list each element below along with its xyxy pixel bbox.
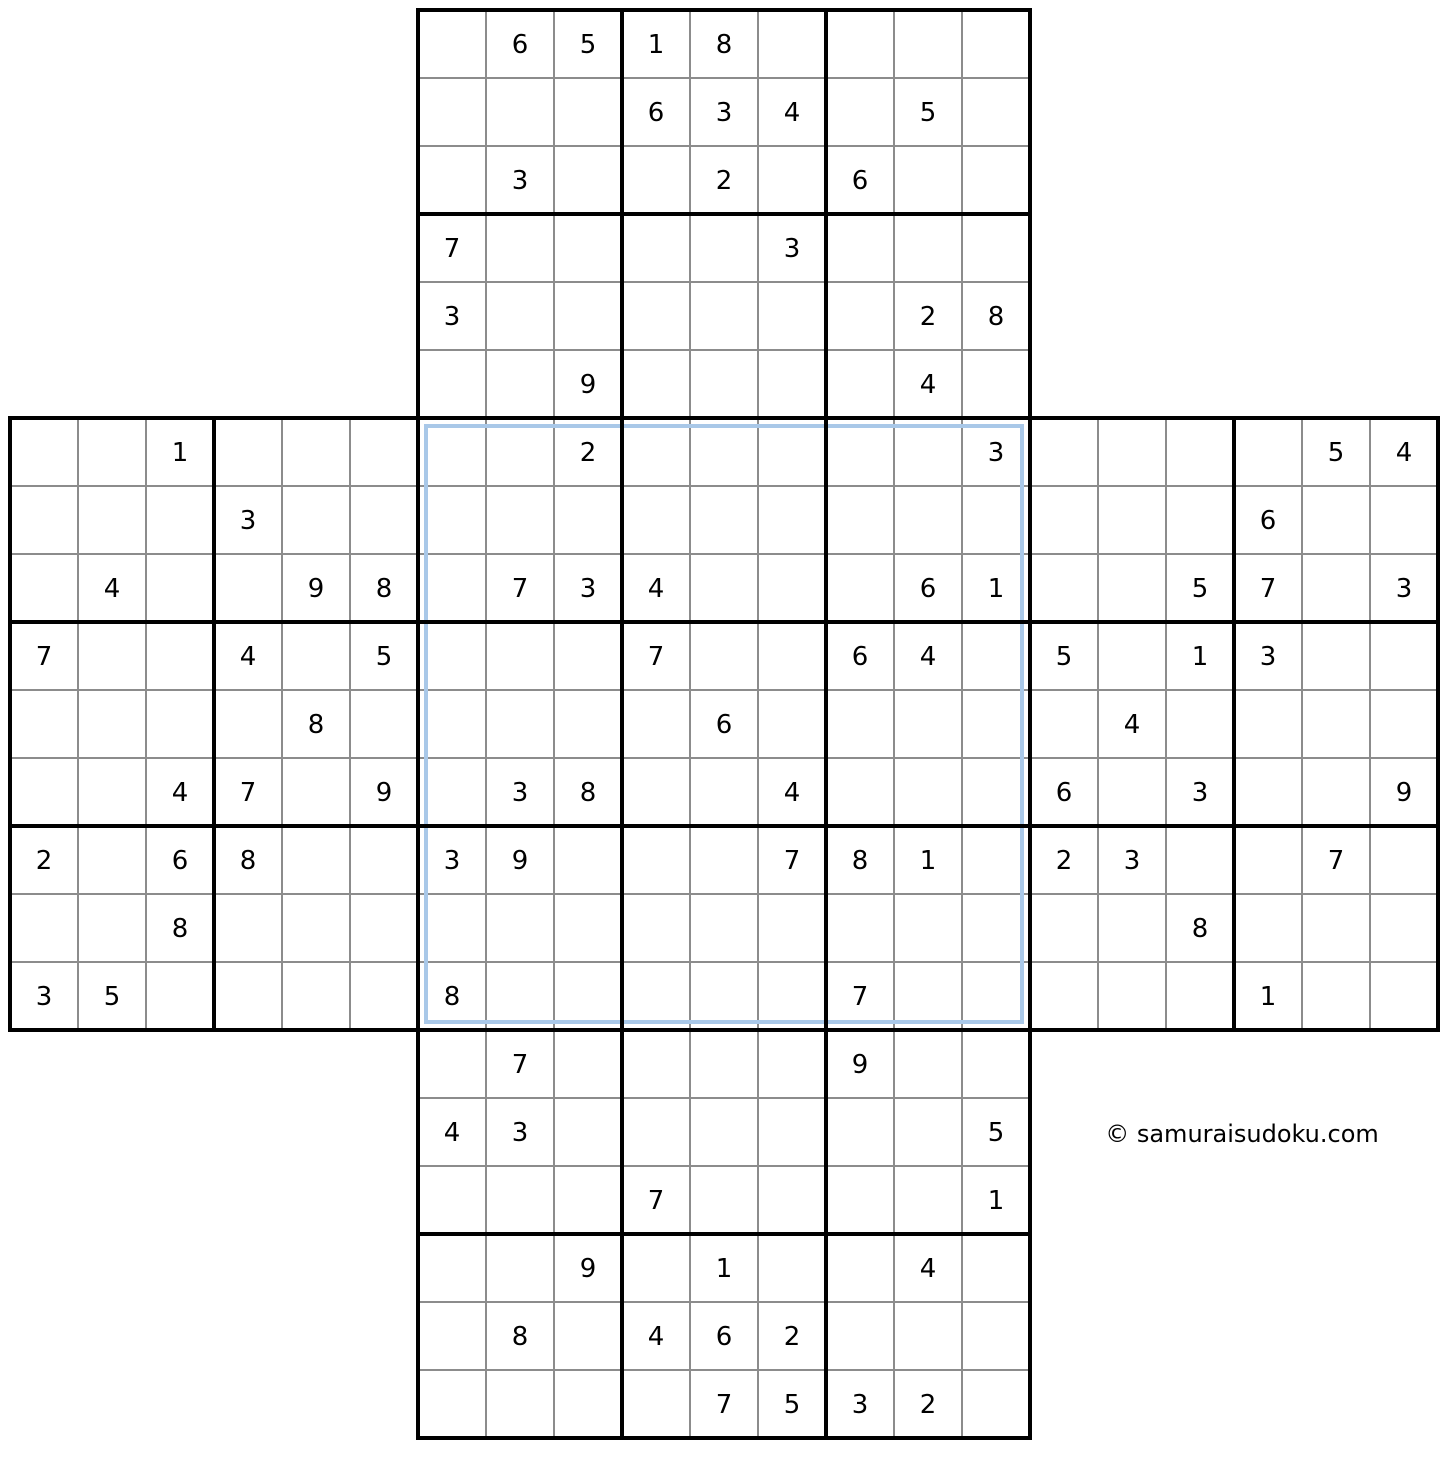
sudoku-cell[interactable] — [78, 418, 146, 486]
sudoku-cell[interactable] — [214, 690, 282, 758]
given-digit: 3 — [579, 574, 597, 604]
sudoku-cell[interactable] — [690, 214, 758, 282]
sudoku-cell[interactable] — [418, 894, 486, 962]
sudoku-cell[interactable] — [622, 418, 690, 486]
sudoku-cell[interactable] — [622, 826, 690, 894]
sudoku-cell[interactable] — [350, 894, 418, 962]
sudoku-cell[interactable] — [486, 690, 554, 758]
sudoku-cell[interactable] — [1234, 690, 1302, 758]
given-digit: 6 — [171, 846, 189, 876]
sudoku-cell[interactable] — [622, 1370, 690, 1438]
given-digit: 3 — [1395, 574, 1413, 604]
sudoku-cell[interactable] — [894, 1098, 962, 1166]
given-digit: 5 — [1191, 574, 1209, 604]
given-digit: 4 — [919, 1254, 937, 1284]
sudoku-cell[interactable] — [282, 894, 350, 962]
sudoku-cell[interactable] — [1098, 554, 1166, 622]
sudoku-cell[interactable] — [486, 418, 554, 486]
sudoku-cell[interactable] — [282, 486, 350, 554]
given-digit: 1 — [987, 574, 1005, 604]
given-digit: 4 — [919, 642, 937, 672]
sudoku-cell[interactable] — [758, 1166, 826, 1234]
sudoku-cell[interactable] — [894, 758, 962, 826]
sudoku-cell[interactable] — [282, 418, 350, 486]
sudoku-cell[interactable] — [554, 962, 622, 1030]
sudoku-cell[interactable] — [486, 1166, 554, 1234]
sudoku-cell[interactable] — [962, 826, 1030, 894]
sudoku-cell[interactable] — [962, 1370, 1030, 1438]
sudoku-cell[interactable] — [622, 350, 690, 418]
sudoku-cell[interactable] — [690, 758, 758, 826]
given-digit: 8 — [1191, 914, 1209, 944]
sudoku-cell[interactable] — [418, 1030, 486, 1098]
sudoku-cell[interactable] — [894, 10, 962, 78]
given-digit: 3 — [1191, 778, 1209, 808]
sudoku-cell[interactable] — [1098, 622, 1166, 690]
given-digit: 8 — [307, 710, 325, 740]
sudoku-cell[interactable] — [554, 622, 622, 690]
sudoku-cell[interactable] — [554, 1370, 622, 1438]
sudoku-cell[interactable] — [1098, 894, 1166, 962]
sudoku-cell[interactable] — [146, 554, 214, 622]
sudoku-cell[interactable] — [894, 962, 962, 1030]
sudoku-cell[interactable] — [418, 1166, 486, 1234]
sudoku-cell[interactable] — [690, 622, 758, 690]
sudoku-cell[interactable] — [486, 486, 554, 554]
sudoku-cell[interactable] — [894, 1030, 962, 1098]
given-digit: 5 — [103, 982, 121, 1012]
sudoku-cell[interactable] — [214, 962, 282, 1030]
sudoku-cell[interactable] — [1098, 962, 1166, 1030]
sudoku-cell[interactable] — [962, 146, 1030, 214]
given-digit: 6 — [919, 574, 937, 604]
sudoku-cell[interactable] — [282, 758, 350, 826]
sudoku-cell[interactable] — [826, 1098, 894, 1166]
given-digit: 5 — [987, 1118, 1005, 1148]
sudoku-cell[interactable] — [554, 146, 622, 214]
sudoku-cell[interactable] — [826, 1302, 894, 1370]
sudoku-cell[interactable] — [622, 690, 690, 758]
sudoku-cell[interactable] — [214, 554, 282, 622]
sudoku-cell[interactable] — [554, 214, 622, 282]
given-digit: 7 — [647, 642, 665, 672]
sudoku-cell[interactable] — [758, 418, 826, 486]
sudoku-cell[interactable] — [826, 350, 894, 418]
sudoku-cell[interactable] — [826, 78, 894, 146]
sudoku-cell[interactable] — [78, 758, 146, 826]
given-digit: 5 — [375, 642, 393, 672]
given-digit: 4 — [919, 370, 937, 400]
given-digit: 4 — [647, 574, 665, 604]
sudoku-cell[interactable] — [554, 690, 622, 758]
given-digit: 8 — [171, 914, 189, 944]
sudoku-cell[interactable] — [690, 282, 758, 350]
sudoku-cell[interactable] — [1302, 622, 1370, 690]
given-digit: 3 — [1123, 846, 1141, 876]
given-digit: 3 — [1259, 642, 1277, 672]
sudoku-cell[interactable] — [690, 894, 758, 962]
given-digit: 1 — [171, 438, 189, 468]
sudoku-cell[interactable] — [1302, 486, 1370, 554]
given-digit: 7 — [783, 846, 801, 876]
given-digit: 1 — [919, 846, 937, 876]
sudoku-cell[interactable] — [1166, 486, 1234, 554]
sudoku-cell[interactable] — [758, 350, 826, 418]
sudoku-cell[interactable] — [1098, 758, 1166, 826]
given-digit: 9 — [851, 1050, 869, 1080]
sudoku-cell[interactable] — [1302, 690, 1370, 758]
sudoku-cell[interactable] — [622, 214, 690, 282]
sudoku-cell[interactable] — [894, 1166, 962, 1234]
sudoku-cell[interactable] — [1370, 894, 1438, 962]
sudoku-cell[interactable] — [826, 282, 894, 350]
given-digit: 8 — [715, 30, 733, 60]
sudoku-cell[interactable] — [826, 758, 894, 826]
sudoku-cell[interactable] — [894, 418, 962, 486]
given-digit: 7 — [35, 642, 53, 672]
sudoku-cell[interactable] — [1370, 962, 1438, 1030]
sudoku-cell[interactable] — [78, 690, 146, 758]
given-digit: 6 — [715, 1322, 733, 1352]
sudoku-cell[interactable] — [962, 690, 1030, 758]
sudoku-cell[interactable] — [962, 758, 1030, 826]
sudoku-cell[interactable] — [690, 1166, 758, 1234]
given-digit: 9 — [1395, 778, 1413, 808]
sudoku-cell[interactable] — [826, 10, 894, 78]
sudoku-cell[interactable] — [1166, 962, 1234, 1030]
sudoku-cell[interactable] — [758, 962, 826, 1030]
given-digit: 2 — [715, 166, 733, 196]
sudoku-cell[interactable] — [1166, 826, 1234, 894]
sudoku-cell[interactable] — [214, 418, 282, 486]
sudoku-cell[interactable] — [282, 622, 350, 690]
given-digit: 7 — [715, 1390, 733, 1420]
given-digit: 3 — [511, 1118, 529, 1148]
given-digit: 2 — [579, 438, 597, 468]
sudoku-cell[interactable] — [962, 962, 1030, 1030]
given-digit: 8 — [987, 302, 1005, 332]
sudoku-cell[interactable] — [690, 418, 758, 486]
sudoku-cell[interactable] — [418, 622, 486, 690]
given-digit: 4 — [171, 778, 189, 808]
sudoku-cell[interactable] — [554, 826, 622, 894]
sudoku-cell[interactable] — [1370, 826, 1438, 894]
sudoku-cell[interactable] — [486, 78, 554, 146]
sudoku-cell[interactable] — [1030, 554, 1098, 622]
sudoku-cell[interactable] — [10, 894, 78, 962]
given-digit: 9 — [579, 1254, 597, 1284]
sudoku-cell[interactable] — [758, 10, 826, 78]
sudoku-cell[interactable] — [1302, 554, 1370, 622]
given-digit: 3 — [443, 846, 461, 876]
sudoku-cell[interactable] — [486, 622, 554, 690]
given-digit: 5 — [1327, 438, 1345, 468]
sudoku-cell[interactable] — [1166, 690, 1234, 758]
given-digit: 3 — [851, 1390, 869, 1420]
given-digit: 1 — [1191, 642, 1209, 672]
sudoku-cell[interactable] — [622, 282, 690, 350]
sudoku-cell[interactable] — [554, 486, 622, 554]
given-digit: 4 — [1123, 710, 1141, 740]
sudoku-cell[interactable] — [690, 1098, 758, 1166]
given-digit: 8 — [851, 846, 869, 876]
sudoku-cell[interactable] — [418, 418, 486, 486]
sudoku-cell[interactable] — [1098, 486, 1166, 554]
sudoku-cell[interactable] — [418, 78, 486, 146]
sudoku-cell[interactable] — [1302, 758, 1370, 826]
given-digit: 8 — [579, 778, 597, 808]
given-digit: 7 — [511, 1050, 529, 1080]
sudoku-cell[interactable] — [758, 146, 826, 214]
given-digit: 1 — [1259, 982, 1277, 1012]
sudoku-cell[interactable] — [894, 1302, 962, 1370]
sudoku-cell[interactable] — [826, 1166, 894, 1234]
sudoku-cell[interactable] — [758, 1234, 826, 1302]
given-digit: 5 — [1055, 642, 1073, 672]
sudoku-cell[interactable] — [894, 146, 962, 214]
given-digit: 3 — [511, 778, 529, 808]
sudoku-cell[interactable] — [962, 1030, 1030, 1098]
sudoku-cell[interactable] — [622, 146, 690, 214]
given-digit: 7 — [1327, 846, 1345, 876]
given-digit: 9 — [579, 370, 597, 400]
sudoku-cell[interactable] — [554, 1098, 622, 1166]
sudoku-cell[interactable] — [622, 962, 690, 1030]
sudoku-cell[interactable] — [554, 282, 622, 350]
sudoku-cell[interactable] — [554, 894, 622, 962]
sudoku-cell[interactable] — [826, 418, 894, 486]
sudoku-cell[interactable] — [826, 894, 894, 962]
given-digit: 4 — [103, 574, 121, 604]
sudoku-cell[interactable] — [758, 1030, 826, 1098]
sudoku-cell[interactable] — [894, 690, 962, 758]
sudoku-cell[interactable] — [418, 486, 486, 554]
sudoku-cell[interactable] — [486, 962, 554, 1030]
sudoku-cell[interactable] — [690, 554, 758, 622]
sudoku-cell[interactable] — [622, 486, 690, 554]
sudoku-cell[interactable] — [962, 10, 1030, 78]
sudoku-cell[interactable] — [1302, 962, 1370, 1030]
sudoku-cell[interactable] — [758, 282, 826, 350]
given-digit: 6 — [511, 30, 529, 60]
sudoku-cell[interactable] — [486, 1370, 554, 1438]
given-digit: 8 — [443, 982, 461, 1012]
sudoku-cell[interactable] — [10, 758, 78, 826]
sudoku-cell[interactable] — [418, 1302, 486, 1370]
sudoku-cell[interactable] — [758, 1098, 826, 1166]
sudoku-cell[interactable] — [826, 1234, 894, 1302]
given-digit: 4 — [1395, 438, 1413, 468]
given-digit: 4 — [647, 1322, 665, 1352]
sudoku-cell[interactable] — [350, 962, 418, 1030]
sudoku-cell[interactable] — [418, 146, 486, 214]
sudoku-cell[interactable] — [1302, 894, 1370, 962]
given-digit: 8 — [239, 846, 257, 876]
sudoku-cell[interactable] — [10, 554, 78, 622]
given-digit: 6 — [1055, 778, 1073, 808]
given-digit: 2 — [919, 1390, 937, 1420]
given-digit: 3 — [239, 506, 257, 536]
sudoku-cell[interactable] — [690, 962, 758, 1030]
sudoku-cell[interactable] — [622, 1098, 690, 1166]
sudoku-cell[interactable] — [690, 350, 758, 418]
sudoku-cell[interactable] — [418, 1234, 486, 1302]
sudoku-cell[interactable] — [146, 622, 214, 690]
sudoku-cell[interactable] — [962, 486, 1030, 554]
given-digit: 2 — [1055, 846, 1073, 876]
sudoku-cell[interactable] — [282, 962, 350, 1030]
sudoku-cell[interactable] — [350, 418, 418, 486]
given-digit: 3 — [511, 166, 529, 196]
sudoku-cell[interactable] — [1370, 622, 1438, 690]
given-digit: 3 — [443, 302, 461, 332]
sudoku-cell[interactable] — [1370, 486, 1438, 554]
sudoku-cell[interactable] — [78, 894, 146, 962]
sudoku-cell[interactable] — [690, 1030, 758, 1098]
sudoku-cell[interactable] — [1234, 894, 1302, 962]
sudoku-cell[interactable] — [1030, 894, 1098, 962]
sudoku-cell[interactable] — [894, 214, 962, 282]
sudoku-cell[interactable] — [690, 826, 758, 894]
sudoku-cell[interactable] — [1030, 690, 1098, 758]
sudoku-cell[interactable] — [350, 486, 418, 554]
sudoku-cell[interactable] — [486, 1234, 554, 1302]
given-digit: 2 — [35, 846, 53, 876]
given-digit: 3 — [987, 438, 1005, 468]
sudoku-cell[interactable] — [146, 690, 214, 758]
sudoku-cell[interactable] — [146, 486, 214, 554]
given-digit: 3 — [715, 98, 733, 128]
sudoku-cell[interactable] — [826, 486, 894, 554]
sudoku-cell[interactable] — [418, 10, 486, 78]
sudoku-cell[interactable] — [418, 758, 486, 826]
sudoku-cell[interactable] — [962, 622, 1030, 690]
given-digit: 5 — [579, 30, 597, 60]
given-digit: 7 — [239, 778, 257, 808]
given-digit: 2 — [919, 302, 937, 332]
sudoku-cell[interactable] — [10, 418, 78, 486]
given-digit: 6 — [851, 642, 869, 672]
sudoku-cell[interactable] — [350, 690, 418, 758]
sudoku-cell[interactable] — [962, 894, 1030, 962]
given-digit: 6 — [715, 710, 733, 740]
sudoku-cell[interactable] — [758, 690, 826, 758]
given-digit: 5 — [919, 98, 937, 128]
sudoku-cell[interactable] — [826, 690, 894, 758]
sudoku-cell[interactable] — [78, 622, 146, 690]
given-digit: 6 — [1259, 506, 1277, 536]
sudoku-cell[interactable] — [214, 894, 282, 962]
given-digit: 3 — [783, 234, 801, 264]
sudoku-cell[interactable] — [350, 826, 418, 894]
sudoku-cell[interactable] — [962, 78, 1030, 146]
sudoku-cell[interactable] — [554, 1302, 622, 1370]
sudoku-cell[interactable] — [622, 894, 690, 962]
given-digit: 8 — [511, 1322, 529, 1352]
sudoku-cell[interactable] — [1234, 826, 1302, 894]
given-digit: 6 — [851, 166, 869, 196]
sudoku-cell[interactable] — [894, 894, 962, 962]
copyright-text: © samuraisudoku.com — [1105, 1120, 1379, 1148]
sudoku-cell[interactable] — [1234, 418, 1302, 486]
sudoku-cell[interactable] — [1030, 486, 1098, 554]
sudoku-cell[interactable] — [622, 1030, 690, 1098]
given-digit: 1 — [987, 1186, 1005, 1216]
given-digit: 7 — [511, 574, 529, 604]
sudoku-cell[interactable] — [758, 554, 826, 622]
given-digit: 7 — [851, 982, 869, 1012]
given-digit: 4 — [783, 98, 801, 128]
sudoku-cell[interactable] — [622, 758, 690, 826]
sudoku-cell[interactable] — [758, 486, 826, 554]
sudoku-cell[interactable] — [1166, 418, 1234, 486]
sudoku-cell[interactable] — [826, 214, 894, 282]
sudoku-cell[interactable] — [486, 894, 554, 962]
sudoku-cell[interactable] — [758, 894, 826, 962]
sudoku-cell[interactable] — [146, 962, 214, 1030]
given-digit: 7 — [647, 1186, 665, 1216]
sudoku-cell[interactable] — [554, 78, 622, 146]
sudoku-cell[interactable] — [282, 826, 350, 894]
sudoku-cell[interactable] — [1030, 418, 1098, 486]
sudoku-cell[interactable] — [1370, 690, 1438, 758]
sudoku-cell[interactable] — [962, 214, 1030, 282]
sudoku-cell[interactable] — [418, 690, 486, 758]
sudoku-cell[interactable] — [10, 690, 78, 758]
given-digit: 1 — [715, 1254, 733, 1284]
given-digit: 2 — [783, 1322, 801, 1352]
sudoku-cell[interactable] — [1098, 418, 1166, 486]
given-digit: 8 — [375, 574, 393, 604]
sudoku-cell[interactable] — [418, 554, 486, 622]
given-digit: 5 — [783, 1390, 801, 1420]
given-digit: 9 — [511, 846, 529, 876]
sudoku-cell[interactable] — [962, 1234, 1030, 1302]
sudoku-cell[interactable] — [554, 1166, 622, 1234]
given-digit: 4 — [783, 778, 801, 808]
sudoku-cell[interactable] — [418, 1370, 486, 1438]
sudoku-cell[interactable] — [1030, 962, 1098, 1030]
sudoku-cell[interactable] — [690, 486, 758, 554]
sudoku-cell[interactable] — [78, 826, 146, 894]
sudoku-cell[interactable] — [486, 214, 554, 282]
sudoku-cell[interactable] — [418, 350, 486, 418]
sudoku-cell[interactable] — [826, 554, 894, 622]
sudoku-cell[interactable] — [962, 1302, 1030, 1370]
given-digit: 7 — [1259, 574, 1277, 604]
sudoku-cell[interactable] — [486, 282, 554, 350]
given-digit: 7 — [443, 234, 461, 264]
sudoku-cell[interactable] — [894, 486, 962, 554]
given-digit: 4 — [443, 1118, 461, 1148]
sudoku-cell[interactable] — [1234, 758, 1302, 826]
given-digit: 4 — [239, 642, 257, 672]
sudoku-cell[interactable] — [758, 622, 826, 690]
sudoku-cell[interactable] — [554, 1030, 622, 1098]
sudoku-cell[interactable] — [962, 350, 1030, 418]
sudoku-cell[interactable] — [10, 486, 78, 554]
given-digit: 1 — [647, 30, 665, 60]
sudoku-cell[interactable] — [78, 486, 146, 554]
given-digit: 3 — [35, 982, 53, 1012]
sudoku-cell[interactable] — [622, 1234, 690, 1302]
sudoku-cell[interactable] — [486, 350, 554, 418]
given-digit: 9 — [375, 778, 393, 808]
given-digit: 6 — [647, 98, 665, 128]
given-digit: 9 — [307, 574, 325, 604]
